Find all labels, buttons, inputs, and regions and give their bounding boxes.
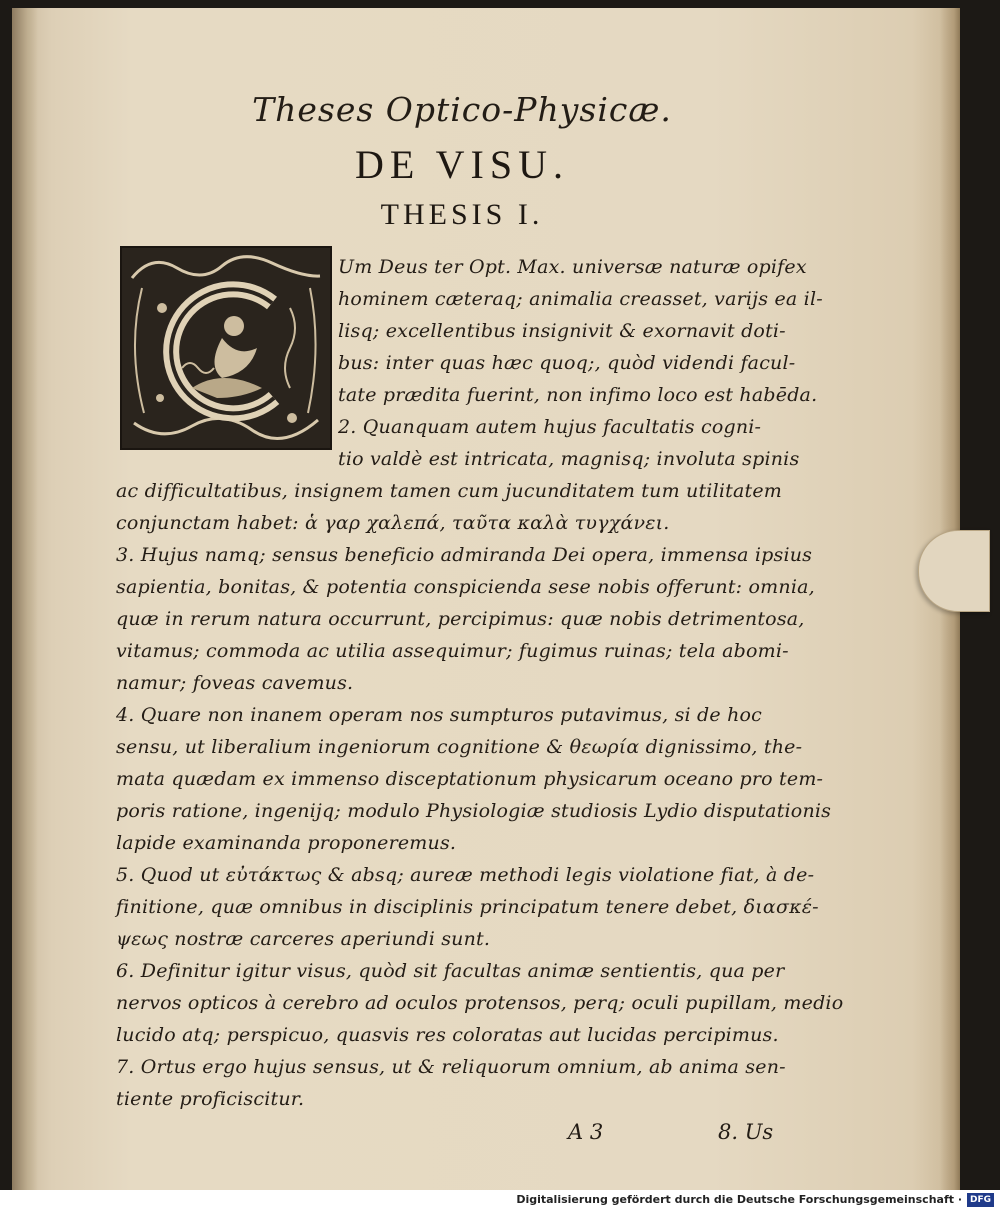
text-line: poris ratione, ingenijq; modulo Physiologiæ studiosis Lydio disputationis [116, 800, 832, 822]
text-line: lucido atq; perspicuo, quasvis res coloratas aut lucidas percipimus. [116, 1024, 779, 1046]
text-line: sapientia, bonitas, & potentia conspicienda sese nobis offerunt: omnia, [116, 576, 815, 598]
text-line: ψεως nostræ carceres aperiundi sunt. [116, 928, 491, 950]
text-line: 7. Ortus ergo hujus sensus, ut & reliquorum omnium, ab anima sen- [116, 1056, 786, 1078]
text-line: lapide examinanda proponeremus. [116, 832, 457, 854]
text-line: ac difficultatibus, insignem tamen cum jucunditatem tum utilitatem [116, 480, 782, 502]
text-line: tiente proficiscitur. [116, 1088, 305, 1110]
text-line: namur; foveas cavemus. [116, 672, 354, 694]
text-line: 3. Hujus namq; sensus beneficio admiranda Dei opera, immensa ipsius [116, 544, 813, 566]
footer-credit: Digitalisierung gefördert durch die Deutsche Forschungsgemeinschaft · [516, 1193, 962, 1206]
text-line: nervos opticos à cerebro ad oculos protensos, perq; oculi pupillam, medio [116, 992, 844, 1014]
text-line: Um Deus ter Opt. Max. universæ naturæ opifex [338, 256, 807, 278]
text-line: lisq; excellentibus insignivit & exornavit doti- [338, 320, 786, 342]
signature-mark: A 3 [568, 1120, 604, 1144]
text-line: sensu, ut liberalium ingeniorum cognitione & θεωρία dignissimo, the- [116, 736, 803, 758]
text-line: 4. Quare non inanem operam nos sumpturos putavimus, si de hoc [116, 704, 763, 726]
text-line: vitamus; commoda ac utilia assequimur; fugimus ruinas; tela abomi- [116, 640, 789, 662]
title-theses: Theses Optico-Physicæ. [252, 90, 672, 129]
text-line: bus: inter quas hæc quoq;, quòd videndi facul- [338, 352, 796, 374]
dfg-logo: DFG [967, 1193, 994, 1207]
book-page [12, 8, 960, 1190]
text-line: 2. Quanquam autem hujus facultatis cogni- [338, 416, 762, 438]
catchword: 8. Us [718, 1120, 774, 1144]
text-line: conjunctam habet: ἁ γαρ χαλεπά, ταῦτα καλὰ τυγχάνει. [116, 512, 670, 534]
title-de-visu: DE VISU. [355, 142, 569, 187]
footer-bar [0, 1190, 1000, 1210]
text-line: mata quædam ex immenso disceptationum physicarum oceano pro tem- [116, 768, 824, 790]
text-line: hominem cæteraq; animalia creasset, varijs ea il- [338, 288, 823, 310]
decorated-initial-icon [120, 246, 332, 450]
text-line: finitione, quæ omnibus in disciplinis principatum tenere debet, διασκέ- [116, 896, 819, 918]
paper-tab [918, 530, 990, 612]
text-line: tate prædita fuerint, non infimo loco est habēda. [338, 384, 818, 406]
text-line: tio valdè est intricata, magnisq; involuta spinis [338, 448, 800, 470]
text-line: 5. Quod ut εὐτάκτως & absq; aureæ methodi legis violatione fiat, à de- [116, 864, 815, 886]
text-line: quæ in rerum natura occurrunt, percipimus: quæ nobis detrimentosa, [116, 608, 805, 630]
text-line: 6. Definitur igitur visus, quòd sit facultas animæ sentientis, qua per [116, 960, 785, 982]
thesis-label: THESIS I. [380, 198, 544, 231]
